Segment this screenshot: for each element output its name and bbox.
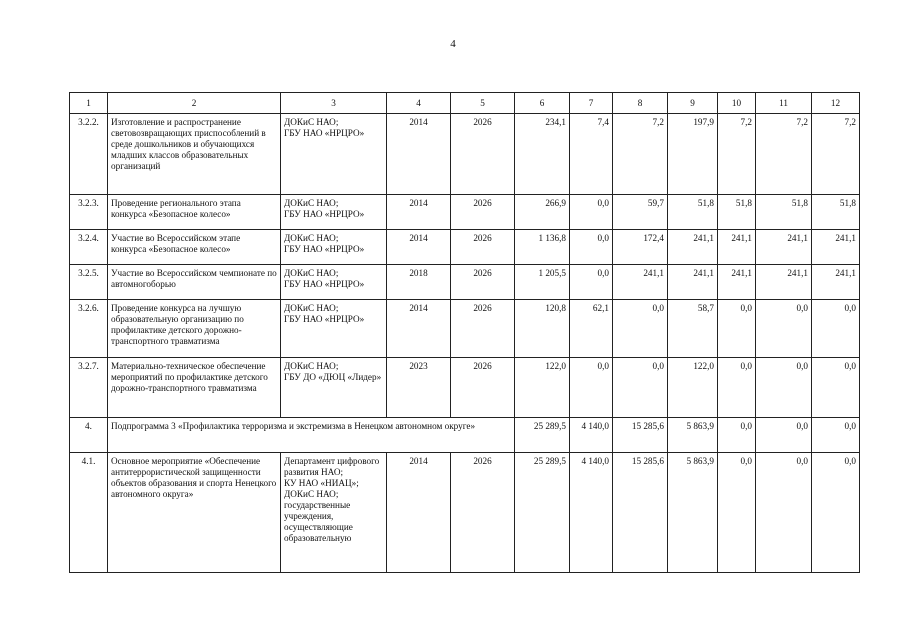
table-row (70, 265, 860, 300)
row-value-7: 0,0 (570, 265, 613, 300)
row-code: 3.2.2. (70, 114, 108, 195)
subprogram-value-7: 4 140,0 (570, 418, 613, 453)
row-value-8: 7,2 (613, 114, 668, 195)
row-start-year: 2014 (387, 114, 451, 195)
subprogram-row (70, 418, 860, 453)
row-end-year: 2026 (451, 453, 515, 573)
table-row (70, 114, 860, 195)
row-end-year: 2026 (451, 265, 515, 300)
header-cell: 10 (718, 93, 756, 114)
row-name: Проведение конкурса на лучшую образовательную организацию по профилактике детского дорожно-транспортного травматизма (108, 300, 281, 358)
row-value-8: 15 285,6 (613, 453, 668, 573)
header-cell: 6 (515, 93, 570, 114)
row-name: Проведение регионального этапа конкурса «Безопасное колесо» (108, 195, 281, 230)
subprogram-code: 4. (70, 418, 108, 453)
row-executor: ДОКиС НАО; ГБУ НАО «НРЦРО» (281, 265, 387, 300)
row-value-12: 0,0 (812, 358, 860, 418)
header-cell: 11 (756, 93, 812, 114)
row-code: 3.2.7. (70, 358, 108, 418)
row-executor: ДОКиС НАО; ГБУ НАО «НРЦРО» (281, 195, 387, 230)
row-value-9: 241,1 (668, 230, 718, 265)
row-start-year: 2014 (387, 230, 451, 265)
row-value-12: 241,1 (812, 230, 860, 265)
row-executor: Департамент цифрового развития НАО; КУ НАО «НИАЦ»; ДОКиС НАО; государственные учреждения, осуществляющие образовательную (281, 453, 387, 573)
row-value-9: 58,7 (668, 300, 718, 358)
subprogram-value-11: 0,0 (756, 418, 812, 453)
row-value-7: 4 140,0 (570, 453, 613, 573)
row-value-11: 51,8 (756, 195, 812, 230)
header-cell: 1 (70, 93, 108, 114)
header-cell: 8 (613, 93, 668, 114)
row-total: 1 136,8 (515, 230, 570, 265)
row-name: Участие во Всероссийском этапе конкурса «Безопасное колесо» (108, 230, 281, 265)
row-value-9: 5 863,9 (668, 453, 718, 573)
row-total: 234,1 (515, 114, 570, 195)
row-value-12: 0,0 (812, 300, 860, 358)
row-end-year: 2026 (451, 195, 515, 230)
row-value-9: 241,1 (668, 265, 718, 300)
row-code: 3.2.4. (70, 230, 108, 265)
header-cell: 7 (570, 93, 613, 114)
table-row (70, 195, 860, 230)
row-value-8: 59,7 (613, 195, 668, 230)
subprogram-value-9: 5 863,9 (668, 418, 718, 453)
row-end-year: 2026 (451, 358, 515, 418)
table-row (70, 358, 860, 418)
row-value-10: 0,0 (718, 358, 756, 418)
row-start-year: 2014 (387, 453, 451, 573)
row-value-10: 241,1 (718, 230, 756, 265)
row-start-year: 2014 (387, 300, 451, 358)
row-value-11: 0,0 (756, 300, 812, 358)
header-cell: 2 (108, 93, 281, 114)
row-code: 3.2.6. (70, 300, 108, 358)
program-table (69, 92, 860, 573)
row-total: 1 205,5 (515, 265, 570, 300)
table-row (70, 300, 860, 358)
header-cell: 4 (387, 93, 451, 114)
subprogram-value-12: 0,0 (812, 418, 860, 453)
row-value-8: 0,0 (613, 358, 668, 418)
row-value-10: 241,1 (718, 265, 756, 300)
row-executor: ДОКиС НАО; ГБУ НАО «НРЦРО» (281, 300, 387, 358)
row-value-10: 7,2 (718, 114, 756, 195)
row-executor: ДОКиС НАО; ГБУ ДО «ДЮЦ «Лидер» (281, 358, 387, 418)
row-total: 25 289,5 (515, 453, 570, 573)
row-value-12: 241,1 (812, 265, 860, 300)
header-cell: 5 (451, 93, 515, 114)
row-value-11: 0,0 (756, 453, 812, 573)
row-code: 4.1. (70, 453, 108, 573)
header-row (70, 93, 860, 114)
row-value-10: 0,0 (718, 300, 756, 358)
row-value-11: 0,0 (756, 358, 812, 418)
row-code: 3.2.5. (70, 265, 108, 300)
row-value-11: 241,1 (756, 230, 812, 265)
row-value-7: 0,0 (570, 230, 613, 265)
row-value-7: 62,1 (570, 300, 613, 358)
header-cell: 12 (812, 93, 860, 114)
header-cell: 9 (668, 93, 718, 114)
row-value-10: 51,8 (718, 195, 756, 230)
row-end-year: 2026 (451, 300, 515, 358)
row-name: Материально-техническое обеспечение мероприятий по профилактике детского дорожно-транспортного травматизма (108, 358, 281, 418)
row-value-12: 7,2 (812, 114, 860, 195)
row-value-8: 241,1 (613, 265, 668, 300)
row-value-8: 172,4 (613, 230, 668, 265)
row-value-12: 51,8 (812, 195, 860, 230)
subprogram-title: Подпрограмма 3 «Профилактика терроризма и экстремизма в Ненецком автономном округе» (108, 418, 515, 453)
header-cell: 3 (281, 93, 387, 114)
row-end-year: 2026 (451, 114, 515, 195)
row-value-12: 0,0 (812, 453, 860, 573)
row-value-9: 197,9 (668, 114, 718, 195)
row-code: 3.2.3. (70, 195, 108, 230)
row-name: Изготовление и распространение световозвращающих приспособлений в среде дошкольников и обучающихся младших классов образовательных организаций (108, 114, 281, 195)
row-end-year: 2026 (451, 230, 515, 265)
table-row (70, 453, 860, 573)
row-executor: ДОКиС НАО; ГБУ НАО «НРЦРО» (281, 230, 387, 265)
subprogram-total: 25 289,5 (515, 418, 570, 453)
row-value-9: 51,8 (668, 195, 718, 230)
row-value-11: 7,2 (756, 114, 812, 195)
row-value-7: 0,0 (570, 358, 613, 418)
row-value-7: 0,0 (570, 195, 613, 230)
row-value-8: 0,0 (613, 300, 668, 358)
row-name: Участие во Всероссийском чемпионате по автомногоборью (108, 265, 281, 300)
row-total: 266,9 (515, 195, 570, 230)
row-total: 122,0 (515, 358, 570, 418)
row-start-year: 2018 (387, 265, 451, 300)
row-value-10: 0,0 (718, 453, 756, 573)
page-number: 4 (450, 38, 456, 50)
row-start-year: 2023 (387, 358, 451, 418)
row-value-9: 122,0 (668, 358, 718, 418)
row-value-7: 7,4 (570, 114, 613, 195)
row-total: 120,8 (515, 300, 570, 358)
row-start-year: 2014 (387, 195, 451, 230)
row-executor: ДОКиС НАО; ГБУ НАО «НРЦРО» (281, 114, 387, 195)
row-name: Основное мероприятие «Обеспечение антитеррористической защищенности объектов образования и спорта Ненецкого автономного округа» (108, 453, 281, 573)
subprogram-value-8: 15 285,6 (613, 418, 668, 453)
table-row (70, 230, 860, 265)
row-value-11: 241,1 (756, 265, 812, 300)
subprogram-value-10: 0,0 (718, 418, 756, 453)
